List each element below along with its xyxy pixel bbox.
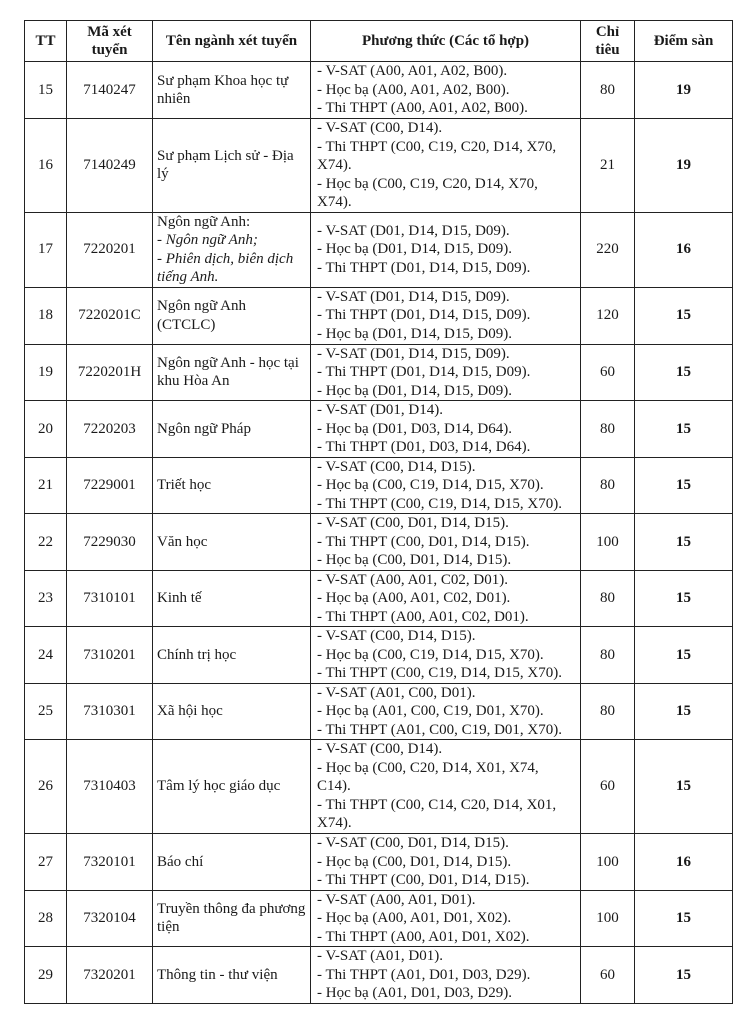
header-quota: Chỉ tiêu bbox=[581, 21, 635, 62]
row-quota: 80 bbox=[581, 457, 635, 514]
row-tt: 21 bbox=[25, 457, 67, 514]
row-tt: 20 bbox=[25, 401, 67, 458]
row-code: 7220203 bbox=[67, 401, 153, 458]
method-line: - V-SAT (C00, D01, D14, D15). bbox=[317, 515, 509, 531]
method-line: - Thi THPT (C00, C19, C20, D14, X70, X74). bbox=[317, 138, 557, 173]
method-line: - Thi THPT (A00, A01, D01, X02). bbox=[317, 928, 530, 945]
row-quota: 80 bbox=[581, 683, 635, 740]
table-row bbox=[25, 401, 733, 458]
row-tt: 23 bbox=[25, 570, 67, 627]
row-code: 7310301 bbox=[67, 683, 153, 740]
row-quota: 80 bbox=[581, 627, 635, 684]
row-score: 15 bbox=[635, 514, 733, 571]
row-quota: 100 bbox=[581, 514, 635, 571]
table-row bbox=[25, 570, 733, 627]
row-name-cell bbox=[153, 401, 311, 458]
method-line: - Học bạ (C00, C20, D14, X01, X74, C14). bbox=[317, 759, 539, 795]
method-line: - Thi THPT (D01, D14, D15, D09). bbox=[317, 364, 531, 380]
row-score: 15 bbox=[635, 890, 733, 947]
method-line: - Học bạ (C00, C19, D14, D15, X70). bbox=[317, 477, 544, 493]
row-code: 7140249 bbox=[67, 119, 153, 213]
table-row bbox=[25, 119, 733, 213]
row-quota: 80 bbox=[581, 401, 635, 458]
method-line: - V-SAT (C00, D14). bbox=[317, 741, 443, 758]
method-line: - Thi THPT (C00, D01, D14, D15). bbox=[317, 533, 530, 550]
row-tt: 27 bbox=[25, 834, 67, 891]
row-name-cell bbox=[153, 740, 311, 834]
table-row bbox=[25, 457, 733, 514]
row-tt: 29 bbox=[25, 947, 67, 1004]
row-code: 7310101 bbox=[67, 570, 153, 627]
method-line: - Thi THPT (C00, C14, C20, D14, X01, X74). bbox=[317, 796, 557, 832]
row-methods bbox=[311, 683, 581, 740]
row-tt: 26 bbox=[25, 740, 67, 834]
method-line: - Học bạ (D01, D14, D15, D09). bbox=[317, 382, 512, 399]
row-quota: 80 bbox=[581, 570, 635, 627]
row-name: Sư phạm Khoa học tự nhiên bbox=[157, 72, 289, 107]
method-line: - Học bạ (C00, D01, D14, D15). bbox=[317, 853, 512, 870]
row-name-cell bbox=[153, 212, 311, 287]
method-line: - Học bạ (A00, A01, D01, X02). bbox=[317, 910, 512, 926]
row-name: Ngôn ngữ Anh - học tại khu Hòa An bbox=[157, 354, 299, 390]
row-score: 15 bbox=[635, 570, 733, 627]
row-methods bbox=[311, 570, 581, 627]
row-quota: 100 bbox=[581, 890, 635, 947]
admission-table bbox=[24, 20, 733, 1004]
row-name: Sư phạm Lịch sử - Địa lý bbox=[157, 147, 294, 183]
row-methods bbox=[311, 890, 581, 947]
table-body bbox=[25, 62, 733, 1004]
row-name: Ngôn ngữ Pháp bbox=[157, 420, 251, 437]
method-line: - V-SAT (A00, A01, D01). bbox=[317, 891, 476, 908]
row-name-cell bbox=[153, 683, 311, 740]
row-code: 7310201 bbox=[67, 627, 153, 684]
row-name-sub: - Ngôn ngữ Anh; bbox=[157, 232, 258, 248]
row-name-cell bbox=[153, 834, 311, 891]
row-quota: 220 bbox=[581, 212, 635, 287]
method-line: - V-SAT (A01, C00, D01). bbox=[317, 684, 476, 701]
method-line: - Thi THPT (A00, A01, C02, D01). bbox=[317, 608, 529, 625]
method-line: - Học bạ (D01, D14, D15, D09). bbox=[317, 241, 512, 258]
method-line: - V-SAT (C00, D01, D14, D15). bbox=[317, 835, 509, 851]
row-score: 15 bbox=[635, 287, 733, 344]
row-score: 16 bbox=[635, 834, 733, 891]
row-score: 15 bbox=[635, 947, 733, 1004]
method-line: - V-SAT (D01, D14, D15, D09). bbox=[317, 222, 510, 239]
method-line: - Học bạ (D01, D03, D14, D64). bbox=[317, 420, 512, 437]
row-name-sub: - Phiên dịch, biên dịch tiếng Anh. bbox=[157, 250, 294, 285]
method-line: - Thi THPT (A01, D01, D03, D29). bbox=[317, 966, 531, 983]
row-name: Báo chí bbox=[157, 853, 204, 870]
row-quota: 80 bbox=[581, 62, 635, 119]
table-row bbox=[25, 514, 733, 571]
table-row bbox=[25, 212, 733, 287]
row-quota: 60 bbox=[581, 740, 635, 834]
table-row bbox=[25, 834, 733, 891]
row-score: 15 bbox=[635, 401, 733, 458]
row-name: Thông tin - thư viện bbox=[157, 966, 278, 983]
row-name: Văn học bbox=[157, 533, 208, 550]
row-tt: 25 bbox=[25, 683, 67, 740]
row-name-cell bbox=[153, 570, 311, 627]
table-row bbox=[25, 62, 733, 119]
row-name-cell bbox=[153, 514, 311, 571]
row-tt: 24 bbox=[25, 627, 67, 684]
row-methods bbox=[311, 119, 581, 213]
row-code: 7320201 bbox=[67, 947, 153, 1004]
row-name-cell bbox=[153, 119, 311, 213]
row-quota: 60 bbox=[581, 344, 635, 401]
method-line: - Thi THPT (A00, A01, A02, B00). bbox=[317, 100, 528, 117]
row-score: 15 bbox=[635, 683, 733, 740]
row-quota: 120 bbox=[581, 287, 635, 344]
row-code: 7220201 bbox=[67, 212, 153, 287]
row-tt: 18 bbox=[25, 287, 67, 344]
row-name-cell bbox=[153, 457, 311, 514]
method-line: - V-SAT (A00, A01, C02, D01). bbox=[317, 571, 508, 588]
method-line: - Học bạ (A00, A01, A02, B00). bbox=[317, 81, 510, 98]
row-methods bbox=[311, 401, 581, 458]
row-code: 7140247 bbox=[67, 62, 153, 119]
row-code: 7220201H bbox=[67, 344, 153, 401]
row-name: Ngôn ngữ Anh: bbox=[157, 213, 251, 230]
table-row bbox=[25, 287, 733, 344]
row-methods bbox=[311, 344, 581, 401]
row-name: Xã hội học bbox=[157, 703, 223, 719]
row-tt: 16 bbox=[25, 119, 67, 213]
row-methods bbox=[311, 212, 581, 287]
row-methods bbox=[311, 627, 581, 684]
header-method: Phương thức (Các tổ hợp) bbox=[311, 21, 581, 62]
method-line: - Thi THPT (A01, C00, C19, D01, X70). bbox=[317, 721, 563, 738]
method-line: - Thi THPT (C00, C19, D14, D15, X70). bbox=[317, 495, 563, 512]
row-methods bbox=[311, 514, 581, 571]
row-code: 7220201C bbox=[67, 287, 153, 344]
row-score: 15 bbox=[635, 627, 733, 684]
row-name-cell bbox=[153, 62, 311, 119]
row-tt: 17 bbox=[25, 212, 67, 287]
method-line: - Học bạ (A01, D01, D03, D29). bbox=[317, 985, 512, 1002]
table-row bbox=[25, 683, 733, 740]
row-name-cell bbox=[153, 627, 311, 684]
row-tt: 22 bbox=[25, 514, 67, 571]
method-line: - V-SAT (A01, D01). bbox=[317, 948, 443, 965]
row-methods bbox=[311, 62, 581, 119]
table-row bbox=[25, 740, 733, 834]
method-line: - V-SAT (D01, D14, D15, D09). bbox=[317, 288, 510, 305]
row-score: 16 bbox=[635, 212, 733, 287]
header-tt: TT bbox=[25, 21, 67, 62]
method-line: - Thi THPT (D01, D03, D14, D64). bbox=[317, 439, 531, 455]
row-quota: 100 bbox=[581, 834, 635, 891]
method-line: - Học bạ (D01, D14, D15, D09). bbox=[317, 325, 512, 342]
table-row bbox=[25, 627, 733, 684]
row-code: 7229030 bbox=[67, 514, 153, 571]
table-row bbox=[25, 890, 733, 947]
row-tt: 19 bbox=[25, 344, 67, 401]
header-score: Điểm sàn bbox=[635, 21, 733, 62]
method-line: - V-SAT (C00, D14, D15). bbox=[317, 628, 476, 644]
row-name: Triết học bbox=[157, 477, 212, 493]
row-quota: 60 bbox=[581, 947, 635, 1004]
method-line: - V-SAT (D01, D14). bbox=[317, 402, 443, 418]
row-methods bbox=[311, 287, 581, 344]
header-row bbox=[25, 21, 733, 62]
row-code: 7229001 bbox=[67, 457, 153, 514]
row-code: 7320101 bbox=[67, 834, 153, 891]
row-name: Tâm lý học giáo dục bbox=[157, 778, 281, 795]
method-line: - Học bạ (A01, C00, C19, D01, X70). bbox=[317, 703, 544, 719]
row-name-cell bbox=[153, 344, 311, 401]
row-name: Chính trị học bbox=[157, 646, 237, 663]
row-name-cell bbox=[153, 947, 311, 1004]
method-line: - Học bạ (C00, C19, C20, D14, X70, X74). bbox=[317, 175, 538, 210]
row-code: 7320104 bbox=[67, 890, 153, 947]
row-methods bbox=[311, 457, 581, 514]
row-methods bbox=[311, 834, 581, 891]
method-line: - V-SAT (C00, D14, D15). bbox=[317, 458, 476, 475]
method-line: - V-SAT (A00, A01, A02, B00). bbox=[317, 63, 508, 80]
row-tt: 28 bbox=[25, 890, 67, 947]
row-score: 15 bbox=[635, 457, 733, 514]
method-line: - Thi THPT (D01, D14, D15, D09). bbox=[317, 307, 531, 324]
row-score: 15 bbox=[635, 344, 733, 401]
method-line: - V-SAT (D01, D14, D15, D09). bbox=[317, 345, 510, 362]
method-line: - Học bạ (C00, D01, D14, D15). bbox=[317, 552, 512, 568]
row-name-cell bbox=[153, 890, 311, 947]
header-code: Mã xét tuyển bbox=[67, 21, 153, 62]
method-line: - Học bạ (C00, C19, D14, D15, X70). bbox=[317, 646, 544, 663]
row-name: Truyền thông đa phương tiện bbox=[157, 900, 306, 936]
row-code: 7310403 bbox=[67, 740, 153, 834]
row-methods bbox=[311, 947, 581, 1004]
header-name: Tên ngành xét tuyển bbox=[153, 21, 311, 62]
row-name-cell bbox=[153, 287, 311, 344]
method-line: - Học bạ (A00, A01, C02, D01). bbox=[317, 590, 511, 606]
row-quota: 21 bbox=[581, 119, 635, 213]
row-score: 15 bbox=[635, 740, 733, 834]
row-tt: 15 bbox=[25, 62, 67, 119]
row-name: Ngôn ngữ Anh (CTCLC) bbox=[157, 298, 246, 333]
method-line: - Thi THPT (C00, C19, D14, D15, X70). bbox=[317, 665, 563, 681]
method-line: - V-SAT (C00, D14). bbox=[317, 120, 443, 136]
row-name: Kinh tế bbox=[157, 590, 202, 606]
method-line: - Thi THPT (D01, D14, D15, D09). bbox=[317, 259, 531, 276]
row-score: 19 bbox=[635, 119, 733, 213]
table-row bbox=[25, 947, 733, 1004]
table-row bbox=[25, 344, 733, 401]
row-methods bbox=[311, 740, 581, 834]
method-line: - Thi THPT (C00, D01, D14, D15). bbox=[317, 872, 530, 888]
row-score: 19 bbox=[635, 62, 733, 119]
